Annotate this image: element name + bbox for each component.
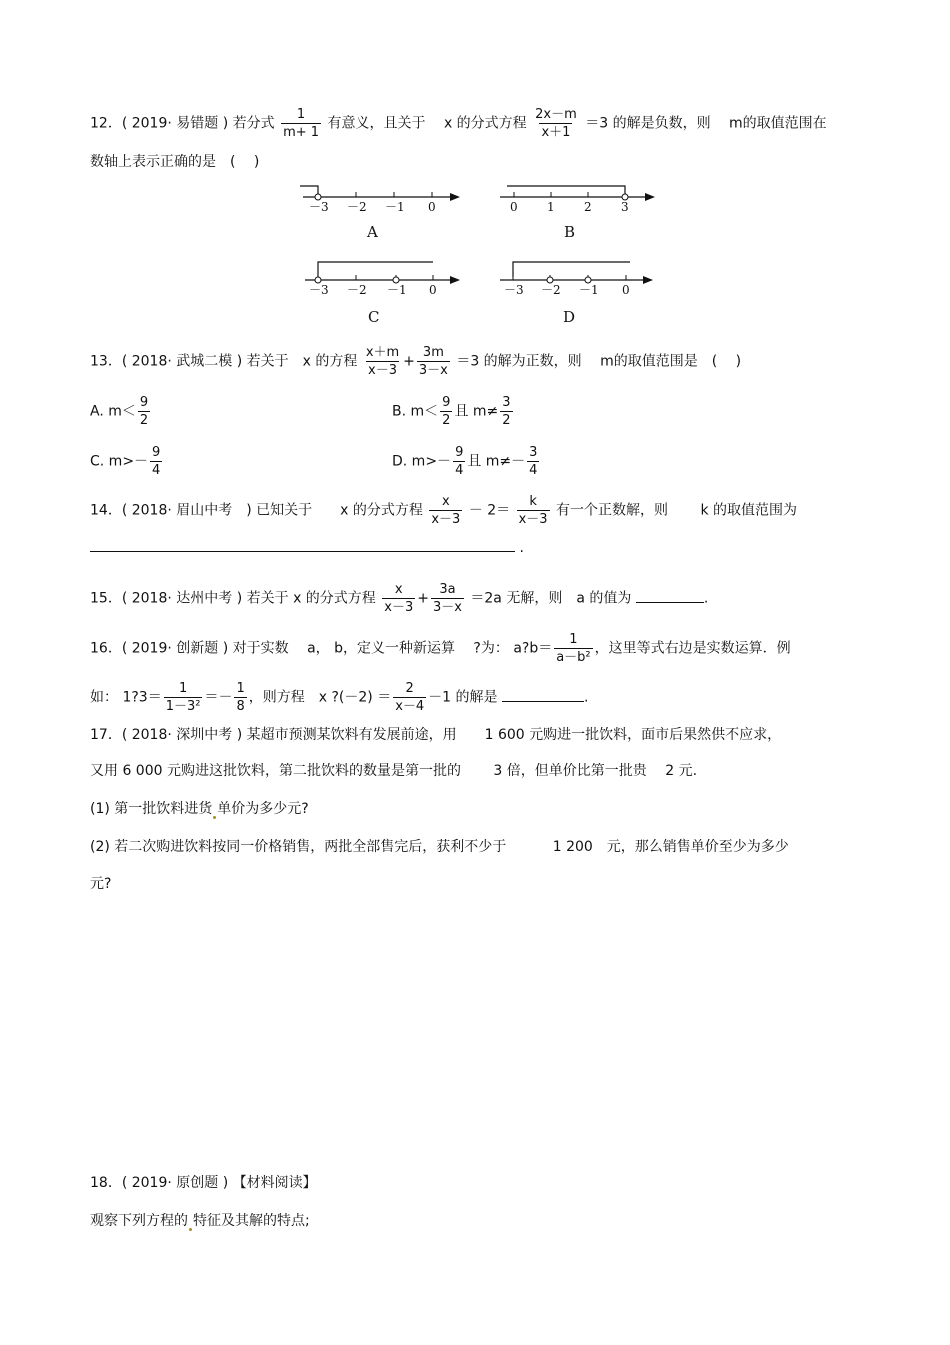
nlC-tick-3: －1 [387, 283, 407, 297]
q17-sub2: (2) 若二次购进饮料按同一价格销售，两批全部售完后，获利不少于 1 200 元，那么销售单价至少为多少 [90, 839, 789, 855]
nlD-tick-3: －1 [579, 283, 599, 297]
q16-fraction-def: $\frac{1}{\text{a－b²}}$ [556, 632, 591, 665]
q14-answer-line: . [90, 540, 524, 556]
nlD-tick-4: 0 [622, 283, 630, 297]
q18-line1: 18．( 2019· 原创题 ) 【材料阅读】 [90, 1175, 317, 1191]
q14-fraction-2: $\frac{k}{x-3}$ [518, 494, 548, 527]
q13-stem: 13．( 2018· 武城二模 ) 若关于 x 的方程 $\frac{x+m}{x-3}$ + $\frac{3m}{3-x}$ ＝3 的解为正数，则 m的取值范围是 ( ) [90, 345, 742, 378]
q12-line2: 数轴上表示正确的是 ( ) [90, 154, 260, 170]
q12-fraction-1: $\frac{1}{m+ 1}$ [283, 107, 320, 140]
stray-dot [189, 1228, 192, 1231]
nlB-tick-4: 3 [621, 200, 629, 214]
q16-line2: 如： 1?3＝ $\frac{1}{\text{1－3²}}$ ＝－ $\frac{1}{8}$ ，则方程 x ?(－2) ＝ $\frac{2}{x-4}$ －1 的解是 . [90, 681, 589, 714]
q12-line1: 12．( 2019· 易错题 ) 若分式 $\frac{1}{m+ 1}$ 有意义，且关于 x 的分式方程 $\frac{2x-m}{x+1}$ ＝3 的解是负数，则 m的取值范围在 [90, 107, 827, 140]
q14-answer-blank[interactable] [90, 551, 515, 552]
q14-fraction-1: $\frac{x}{x-3}$ [431, 494, 461, 527]
q15-answer-blank[interactable] [636, 602, 704, 603]
q13-option-c: C. m>－ $\frac{9}{4}$ [90, 445, 161, 478]
nlA-caption: A [367, 223, 378, 241]
q13-option-a: A. m＜ $\frac{9}{2}$ [90, 395, 149, 428]
q18-line2: 观察下列方程的 特征及其解的特点; [90, 1213, 310, 1229]
q12-fraction-2: $\frac{2x-m}{x+1}$ [535, 107, 577, 140]
numberline-A [295, 182, 465, 242]
q17-line1: 17．( 2018· 深圳中考 ) 某超市预测某饮料有发展前途，用 1 600 元购进一批饮料，面市后果然供不应求， [90, 727, 782, 743]
nlC-tick-4: 0 [429, 283, 437, 297]
nlB-caption: B [564, 223, 576, 241]
q17-sub2-line2: 元? [90, 876, 112, 892]
q13-fraction-2: $\frac{3m}{3-x}$ [418, 345, 448, 378]
nlA-tick-3: －1 [385, 200, 405, 214]
nlC-tick-2: －2 [347, 283, 367, 297]
q16-answer-blank[interactable] [502, 701, 584, 702]
nlB-tick-3: 2 [584, 200, 592, 214]
nlC-tick-1: －3 [309, 283, 329, 297]
q16-line1: 16．( 2019· 创新题 ) 对于实数 a， b，定义一种新运算 ?为： a?b＝ $\frac{1}{\text{a－b²}}$ ，这里等式右边是实数运算．例 [90, 632, 791, 665]
numberline-D [495, 258, 665, 328]
q13-fraction-1: $\frac{x+m}{x-3}$ [365, 345, 400, 378]
q17-sub1: (1) 第一批饮料进货 单价为多少元? [90, 801, 309, 817]
nlA-tick-2: －2 [347, 200, 367, 214]
q15-fraction-2: $\frac{3a}{3-x}$ [432, 582, 462, 615]
nlA-tick-4: 0 [428, 200, 436, 214]
numberline-C [300, 258, 470, 328]
q15-stem: 15．( 2018· 达州中考 ) 若关于 x 的分式方程 $\frac{x}{x-3}$ + $\frac{3a}{3-x}$ ＝2a 无解，则 a 的值为 . [90, 582, 709, 615]
nlB-tick-1: 0 [510, 200, 518, 214]
nlD-tick-1: －3 [504, 283, 524, 297]
q14-stem: 14．( 2018· 眉山中考 ) 已知关于 x 的分式方程 $\frac{x}{x-3}$ － 2＝ $\frac{k}{x-3}$ 有一个正数解，则 k 的取值范围为 [90, 494, 798, 527]
q17-line2: 又用 6 000 元购进这批饮料，第二批饮料的数量是第一批的 3 倍，但单价比第一批贵 2 元. [90, 763, 698, 779]
nlC-caption: C [368, 308, 380, 326]
numberline-B [495, 182, 665, 242]
q15-fraction-1: $\frac{x}{x-3}$ [384, 582, 414, 615]
nlD-caption: D [563, 308, 576, 326]
nlD-tick-2: －2 [541, 283, 561, 297]
nlB-tick-2: 1 [547, 200, 555, 214]
stray-dot [213, 816, 216, 819]
q13-option-d: D. m>－ $\frac{9}{4}$ 且 m≠－ $\frac{3}{4}$ [392, 445, 538, 478]
nlA-tick-1: －3 [309, 200, 329, 214]
q13-option-b: B. m＜ $\frac{9}{2}$ 且 m≠ $\frac{3}{2}$ [392, 395, 511, 428]
